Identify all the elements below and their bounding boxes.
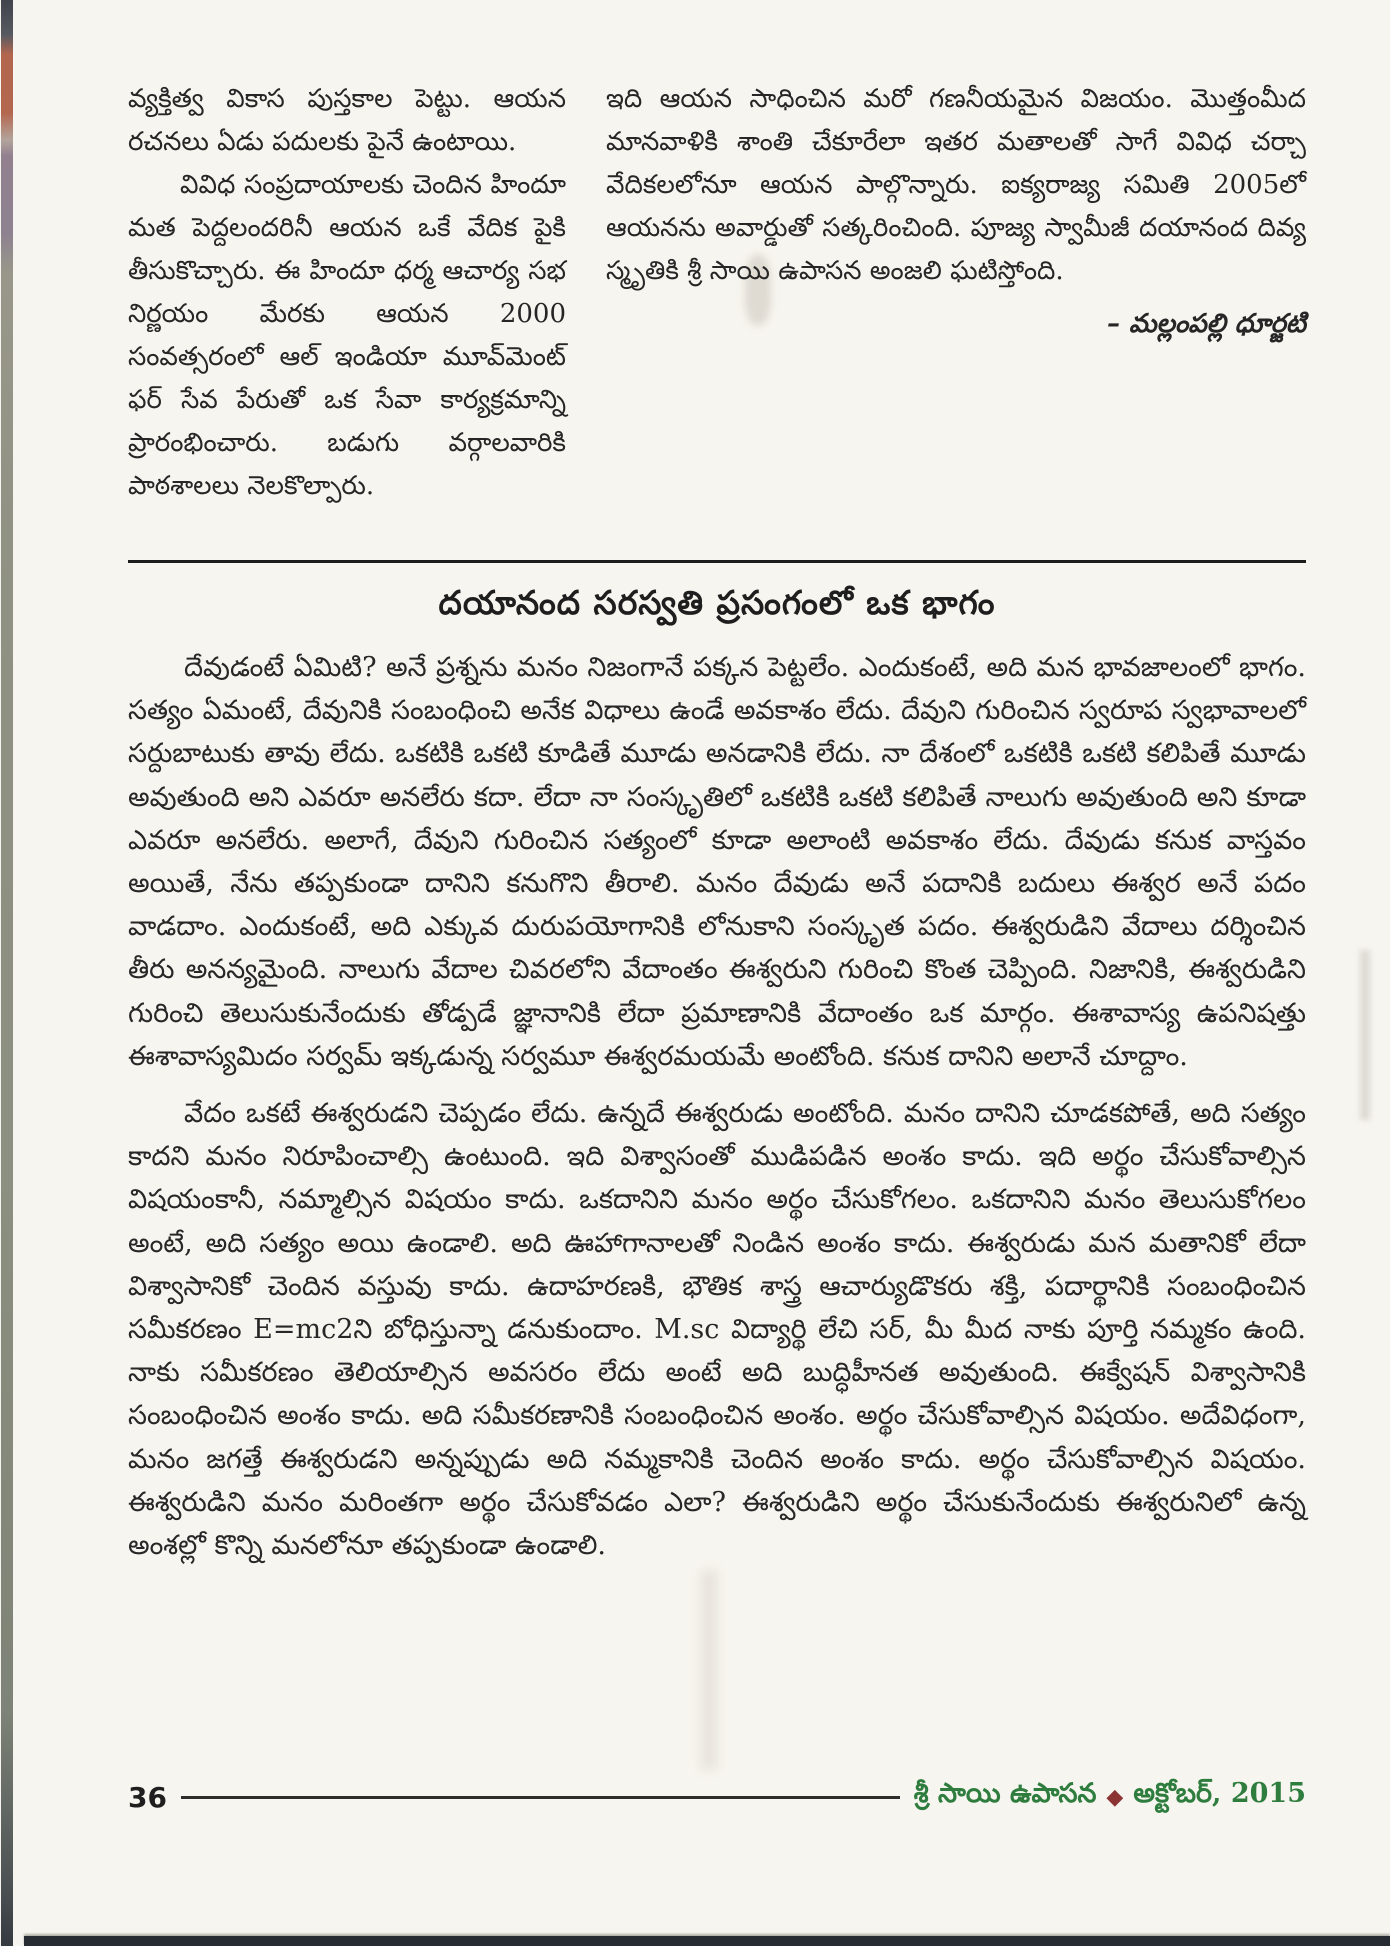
section-divider bbox=[128, 560, 1306, 563]
author-byline: – మల్లంపల్లి ధూర్జటి bbox=[1107, 309, 1306, 339]
footer-magazine-info bbox=[914, 1778, 1306, 1816]
footer-rule bbox=[181, 1796, 900, 1799]
diamond-icon: ◆ bbox=[1106, 1784, 1124, 1810]
top-article-paragraph: ఇది ఆయన సాధించిన మరో గణనీయమైన విజయం. మొత్తంమీద మానవాళికి శాంతి చేకూరేలా ఇతర మతాలతో సాగే వివిధ చర్చా వేదికలలోనూ ఆయన పాల్గొన్నారు. ఐక్యరాజ్య సమితి 2005లో ఆయనను అవార్డుతో సత్కరించింది. పూజ్య స్వామీజీ దయానంద దివ్య స్మృతికి శ్రీ సాయి ఉపాసన అంజలి ఘటిస్తోంది. bbox=[606, 84, 1306, 286]
section-heading: దయానంద సరస్వతి ప్రసంగంలో ఒక భాగం bbox=[438, 583, 996, 622]
section-paragraph: వేదం ఒకటే ఈశ్వరుడని చెప్పడం లేదు. ఉన్నదే ఈశ్వరుడు అంటోంది. మనం దానిని చూడకపోతే, అది సత్యం కాదని మనం నిరూపించాల్సి ఉంటుంది. ఇది విశ్వాసంతో ముడిపడిన అంశం కాదు. ఇది అర్థం చేసుకోవాల్సిన విషయంకానీ, నమ్మాల్సిన విషయం కాదు. ఒకదానిని మనం అర్థం చేసుకోగలం. ఒకదానిని మనం తెలుసుకోగలం అంటే, అది సత్యం అయి ఉండాలి. అది ఊహాగానాలతో నిండిన అంశం కాదు. ఈశ్వరుడు మన మతానికో లేదా విశ్వాసానికో చెందిన వస్తువు కాదు. ఉదాహరణకి, భౌతిక శాస్త్ర ఆచార్యుడొకరు శక్తి, పదార్థానికి సంబంధించిన సమీకరణం E=mc2ని బోధిస్తున్నా డనుకుందాం. M.sc విద్యార్థి లేచి సర్, మీ మీద నాకు పూర్తి నమ్మకం ఉంది. నాకు సమీకరణం తెలియాల్సిన అవసరం లేదు అంటే అది బుద్ధిహీనత అవుతుంది. ఈక్వేషన్ విశ్వాసానికి సంబంధించిన అంశం కాదు. అది సమీకరణానికి సంబంధించిన అంశం. అర్థం చేసుకోవాల్సిన విషయం. అదేవిధంగా, మనం జగత్తే ఈశ్వరుడని అన్నప్పుడు అది నమ్మకానికి చెందిన అంశం కాదు. అర్థం చేసుకోవాల్సిన విషయం. ఈశ్వరుడిని మనం మరింతగా అర్థం చేసుకోవడం ఎలా? ఈశ్వరుడిని అర్థం చేసుకునేందుకు ఈశ్వరునిలో ఉన్న అంశల్లో కొన్ని మనలోనూ తప్పకుండా ఉండాలి. bbox=[128, 1098, 1306, 1562]
top-article bbox=[128, 78, 1306, 508]
issue-date: అక్టోబర్, 2015 bbox=[1133, 1778, 1306, 1809]
scan-smudge bbox=[700, 1570, 718, 1770]
page-number: 36 bbox=[128, 1780, 167, 1814]
scan-edge-bottom bbox=[24, 1936, 1390, 1946]
scan-smudge bbox=[1360, 950, 1370, 1120]
section-paragraph: దేవుడంటే ఏమిటి? అనే ప్రశ్నను మనం నిజంగానే పక్కన పెట్టలేం. ఎందుకంటే, అది మన భావజాలంలో భాగం. సత్యం ఏమంటే, దేవునికి సంబంధించి అనేక విధాలు ఉండే అవకాశం లేదు. దేవుని గురించిన స్వరూప స్వభావాలలో సర్దుబాటుకు తావు లేదు. ఒకటికి ఒకటి కూడితే మూడు అనడానికి లేదు. నా దేశంలో ఒకటికి ఒకటి కలిపితే మూడు అవుతుంది అని ఎవరూ అనలేరు కదా. లేదా నా సంస్కృతిలో ఒకటికి ఒకటి కలిపితే నాలుగు అవుతుంది అని కూడా ఎవరూ అనలేరు. అలాగే, దేవుని గురించిన సత్యంలో కూడా అలాంటి అవకాశం లేదు. దేవుడు కనుక వాస్తవం అయితే, నేను తప్పకుండా దానిని కనుగొని తీరాలి. మనం దేవుడు అనే పదానికి బదులు ఈశ్వర అనే పదం వాడదాం. ఎందుకంటే, అది ఎక్కువ దురుపయోగానికి లోనుకాని సంస్కృత పదం. ఈశ్వరుడిని వేదాలు దర్శించిన తీరు అనన్యమైంది. నాలుగు వేదాల చివరలోని వేదాంతం ఈశ్వరుని గురించి కొంత చెప్పింది. నిజానికి, ఈశ్వరుడిని గురించి తెలుసుకునేందుకు తోడ్పడే జ్ఞానానికి లేదా ప్రమాణానికి వేదాంతం ఒక మార్గం. ఈశావాస్య ఉపనిషత్తు ఈశావాస్యమిదం సర్వమ్ ఇక్కడున్న సర్వమూ ఈశ్వరమయమే అంటోంది. కనుక దానిని అలానే చూద్దాం. bbox=[128, 652, 1306, 1072]
page-footer bbox=[128, 1778, 1306, 1816]
scan-edge-left bbox=[1, 0, 13, 1946]
magazine-title: శ్రీ సాయి ఉపాసన bbox=[913, 1778, 1097, 1809]
top-article-left-column bbox=[128, 78, 566, 508]
top-article-paragraph: వ్యక్తిత్వ వికాస పుస్తకాల పెట్టు. ఆయన రచనలు ఏడు పదులకు పైనే ఉంటాయి. bbox=[128, 84, 566, 157]
page-content bbox=[128, 78, 1306, 1581]
top-article-right-column bbox=[606, 78, 1306, 508]
top-article-paragraph: వివిధ సంప్రదాయాలకు చెందిన హిందూ మత పెద్దలందరినీ ఆయన ఒకే వేదిక పైకి తీసుకొచ్చారు. ఈ హిందూ ధర్మ ఆచార్య సభ నిర్ణయం మేరకు ఆయన 2000 సంవత్సరంలో ఆల్ ఇండియా మూవ్‌మెంట్ ఫర్ సేవ పేరుతో ఒక సేవా కార్యక్రమాన్ని ప్రారంభించారు. బడుగు వర్గాలవారికి పాఠశాలలు నెలకొల్పారు. bbox=[128, 170, 566, 501]
